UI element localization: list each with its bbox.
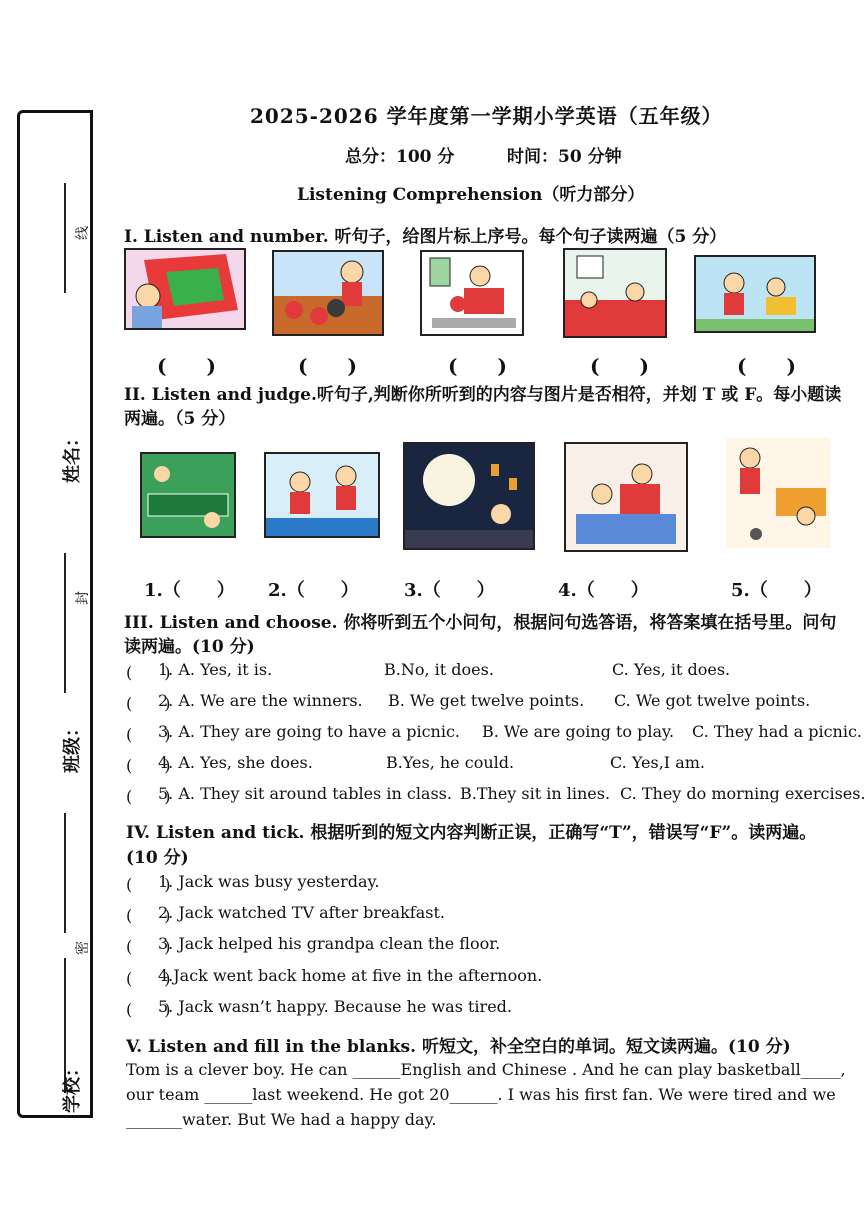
part4-item2-text: 2. Jack watched TV after breakfast. (158, 903, 445, 922)
part5-line-2: our team ______last weekend. He got 20______. I was his first fan. We were tired and we (126, 1085, 836, 1104)
total-score: 总分：100 分 (345, 147, 455, 167)
part4-heading-line2: (10 分) (126, 848, 189, 868)
part3-question-2 (126, 691, 856, 721)
part3-q3-answer[interactable]: ( ) (126, 725, 171, 744)
part2-picture-2 (264, 452, 380, 538)
part5-line-3: _______water. But We had a happy day. (126, 1110, 437, 1129)
part1-answer-5[interactable]: ( ) (737, 354, 796, 378)
part4-item-3 (126, 934, 826, 962)
part3-q2-answer[interactable]: ( ) (126, 694, 171, 713)
part3-question-5 (126, 784, 866, 814)
part1-picture-2 (272, 250, 384, 336)
part2-heading-line1: II. Listen and judge.听句子,判断你所听到的内容与图片是否相符，并划 T 或 F。每小题读 (124, 385, 842, 405)
part2-answer-3[interactable]: 3.（ ） (404, 580, 495, 601)
school-label: 学校： (62, 1059, 83, 1113)
part3-q4-answer[interactable]: ( ) (126, 756, 171, 775)
part2-answer-5[interactable]: 5.（ ） (731, 580, 822, 601)
part3-q4-option-c: C. Yes,I am. (610, 753, 705, 772)
part3-q1-option-a: 1. A. Yes, it is. (158, 660, 273, 679)
part2-heading-line2: 两遍。（5 分） (124, 409, 236, 429)
part5-heading: V. Listen and fill in the blanks. 听短文，补全空白的单词。短文读两遍。(10 分) (126, 1037, 791, 1057)
part2-answer-4[interactable]: 4.（ ） (558, 580, 649, 601)
part2-answer-2[interactable]: 2.（ ） (268, 580, 359, 601)
part5-line-1: Tom is a clever boy. He can ______English and Chinese . And he can play basketball_____, (126, 1060, 846, 1079)
part3-question-4 (126, 753, 856, 783)
part4-item4-answer[interactable]: ( ) (126, 969, 171, 988)
part4-item2-answer[interactable]: ( ) (126, 906, 171, 925)
part3-q4-option-b: B.Yes, he could. (386, 753, 515, 772)
time-limit: 时间：50 分钟 (507, 147, 622, 167)
part4-item-2 (126, 903, 826, 931)
name-label: 姓名： (62, 429, 83, 483)
part4-heading-line1: IV. Listen and tick. 根据听到的短文内容判断正误，正确写“T”，错误写“F”。读两遍。 (126, 823, 817, 843)
part3-q1-option-c: C. Yes, it does. (612, 660, 731, 679)
part2-picture-1 (140, 452, 236, 538)
part2-picture-5 (724, 436, 832, 550)
part3-q3-option-c: C. They had a picnic. (692, 722, 862, 741)
part1-heading: I. Listen and number. 听句子，给图片标上序号。每个句子读两遍（5 分） (124, 227, 727, 247)
part1-answer-2[interactable]: ( ) (298, 354, 357, 378)
part3-q2-option-b: B. We get twelve points. (388, 691, 585, 710)
seal-mark-seal: 封 (75, 591, 91, 605)
part4-item-5 (126, 997, 826, 1025)
part3-q3-option-b: B. We are going to play. (482, 722, 675, 741)
part2-answer-1[interactable]: 1.（ ） (144, 580, 235, 601)
part1-picture-5 (694, 255, 816, 333)
part3-heading-line1: III. Listen and choose. 你将听到五个小问句，根据问句选答语，将答案填在括号里。问句 (124, 613, 837, 633)
part4-item3-text: 3. Jack helped his grandpa clean the floor. (158, 934, 501, 953)
binding-margin (17, 110, 93, 1118)
part3-q4-option-a: 4. A. Yes, she does. (158, 753, 313, 772)
part3-heading-line2: 读两遍。(10 分) (124, 637, 255, 657)
part3-q1-answer[interactable]: ( ) (126, 663, 171, 682)
seal-mark-secret: 密 (75, 941, 91, 955)
part4-item4-text: 4.Jack went back home at five in the afternoon. (158, 966, 543, 985)
part1-answer-3[interactable]: ( ) (448, 354, 507, 378)
exam-title: 2025-2026 学年度第一学期小学英语（五年级） (250, 104, 723, 128)
part1-picture-1 (124, 248, 246, 330)
part3-question-1 (126, 660, 856, 690)
part4-item1-text: 1. Jack was busy yesterday. (158, 872, 380, 891)
class-label: 班级： (62, 719, 83, 773)
part4-item-1 (126, 872, 826, 900)
name-line (64, 183, 66, 293)
class-line (64, 553, 66, 693)
school-line-upper (64, 813, 66, 933)
seal-mark-line: 线 (75, 226, 91, 240)
part3-q5-answer[interactable]: ( ) (126, 787, 171, 806)
part3-q2-option-a: 2. A. We are the winners. (158, 691, 363, 710)
part3-q5-option-c: C. They do morning exercises. (620, 784, 866, 803)
part1-picture-4 (563, 248, 667, 338)
part3-q5-option-a: 5. A. They sit around tables in class. (158, 784, 452, 803)
part2-picture-3 (403, 442, 535, 550)
part1-answer-4[interactable]: ( ) (590, 354, 649, 378)
part4-item-4 (126, 966, 826, 994)
part3-q5-option-b: B.They sit in lines. (460, 784, 611, 803)
part3-q2-option-c: C. We got twelve points. (614, 691, 811, 710)
part3-q3-option-a: 3. A. They are going to have a picnic. (158, 722, 461, 741)
part3-question-3 (126, 722, 862, 752)
part4-item3-answer[interactable]: ( ) (126, 937, 171, 956)
part1-picture-3 (420, 250, 524, 336)
part4-item5-text: 5. Jack wasn’t happy. Because he was tired. (158, 997, 512, 1016)
part4-item1-answer[interactable]: ( ) (126, 875, 171, 894)
part3-q1-option-b: B.No, it does. (384, 660, 494, 679)
part4-item5-answer[interactable]: ( ) (126, 1000, 171, 1019)
section-title: Listening Comprehension（听力部分） (297, 185, 645, 205)
part1-answer-1[interactable]: ( ) (157, 354, 216, 378)
part2-picture-4 (564, 442, 688, 552)
